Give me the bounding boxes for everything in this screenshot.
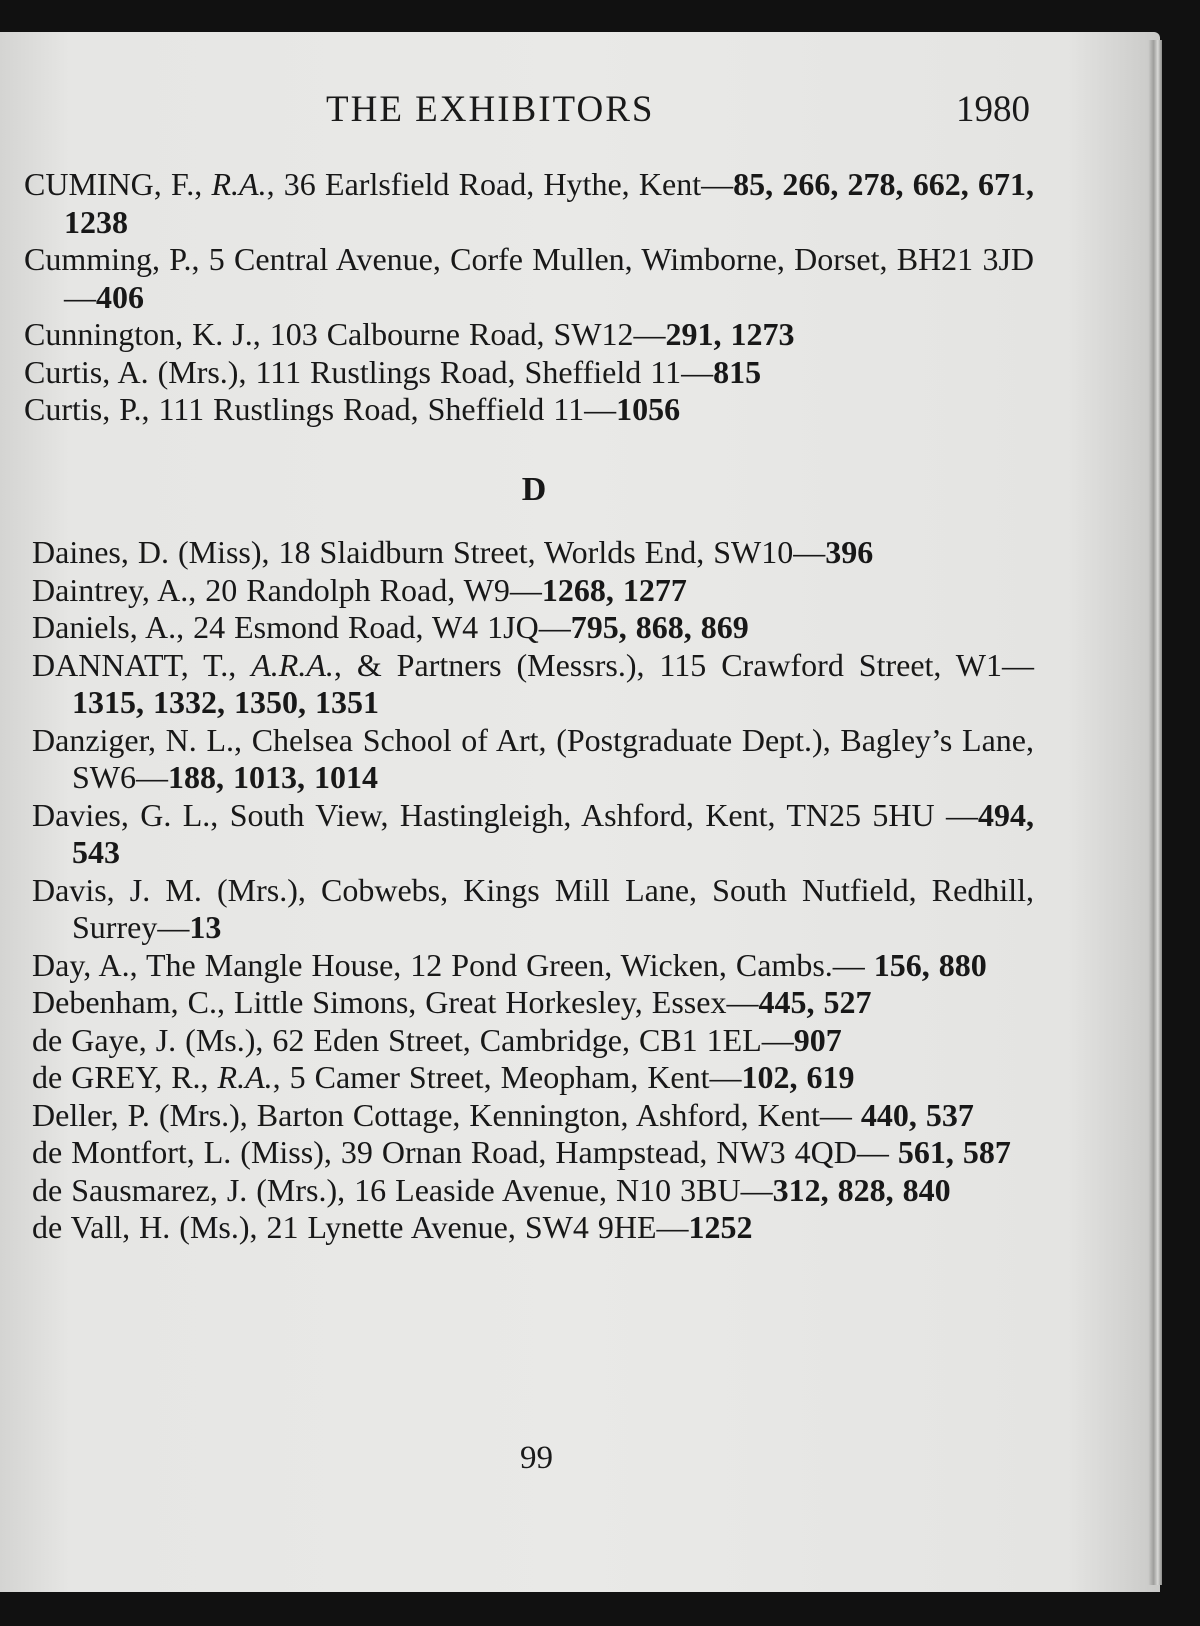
exhibitor-entry: Cunnington, K. J., 103 Calbourne Road, SW12—291, 1273 [24, 316, 795, 352]
page-edge [1148, 40, 1162, 1585]
exhibitor-entry: Deller, P. (Mrs.), Barton Cottage, Kennington, Ashford, Kent— 440, 537 [32, 1096, 974, 1133]
exhibitor-entry: Daintrey, A., 20 Randolph Road, W9—1268, 1277 [32, 571, 687, 608]
exhibitor-list [24, 166, 1034, 1247]
exhibitor-entry: Daines, D. (Miss), 18 Slaidburn Street, Worlds End, SW10—396 [32, 534, 874, 570]
exhibitor-entry: de Montfort, L. (Miss), 39 Ornan Road, Hampstead, NW3 4QD— 561, 587 [32, 1134, 1011, 1170]
running-header [300, 88, 1030, 138]
exhibitor-entry: de Vall, H. (Ms.), 21 Lynette Avenue, SW4 9HE—1252 [32, 1209, 753, 1245]
exhibitor-entry: de Sausmarez, J. (Mrs.), 16 Leaside Avenue, N10 3BU—312, 828, 840 [32, 1171, 951, 1208]
exhibitor-entry: Davies, G. L., South View, Hastingleigh, Ashford, Kent, TN25 5HU —494, 543 [32, 796, 1034, 870]
header-year: 1980 [956, 89, 1030, 130]
exhibitor-entry: Cumming, P., 5 Central Avenue, Corfe Mullen, Wimborne, Dorset, BH21 3JD—406 [24, 241, 1034, 315]
exhibitor-entry: DANNATT, T., A.R.A., & Partners (Messrs.), 115 Crawford Street, W1—1315, 1332, 1350, 1351 [32, 646, 1035, 720]
page-number: 99 [520, 1440, 553, 1476]
exhibitor-entry: Davis, J. M. (Mrs.), Cobwebs, Kings Mill Lane, South Nutfield, Redhill, Surrey—13 [32, 871, 1034, 945]
exhibitor-entry: CUMING, F., R.A., 36 Earlsfield Road, Hythe, Kent—85, 266, 278, 662, 671, 1238 [24, 166, 1035, 240]
exhibitor-entry: Daniels, A., 24 Esmond Road, W4 1JQ—795, 868, 869 [32, 609, 749, 645]
exhibitor-entry: Danziger, N. L., Chelsea School of Art, (Postgraduate Dept.), Bagley’s Lane, SW6—188, 1013, 1014 [32, 721, 1034, 795]
entries-d [24, 534, 1034, 1247]
entries-c [24, 166, 1034, 429]
header-title: THE EXHIBITORS [326, 89, 655, 130]
exhibitor-entry: Debenham, C., Little Simons, Great Horkesley, Essex—445, 527 [32, 984, 872, 1020]
exhibitor-entry: de Gaye, J. (Ms.), 62 Eden Street, Cambridge, CB1 1EL—907 [32, 1021, 842, 1058]
section-letter: D [521, 470, 547, 508]
exhibitor-entry: Day, A., The Mangle House, 12 Pond Green, Wicken, Cambs.— 156, 880 [32, 946, 987, 983]
exhibitor-entry: Curtis, A. (Mrs.), 111 Rustlings Road, Sheffield 11—815 [24, 353, 762, 390]
exhibitor-entry: de GREY, R., R.A., 5 Camer Street, Meopham, Kent—102, 619 [32, 1059, 855, 1095]
exhibitor-entry: Curtis, P., 111 Rustlings Road, Sheffield 11—1056 [24, 391, 681, 427]
